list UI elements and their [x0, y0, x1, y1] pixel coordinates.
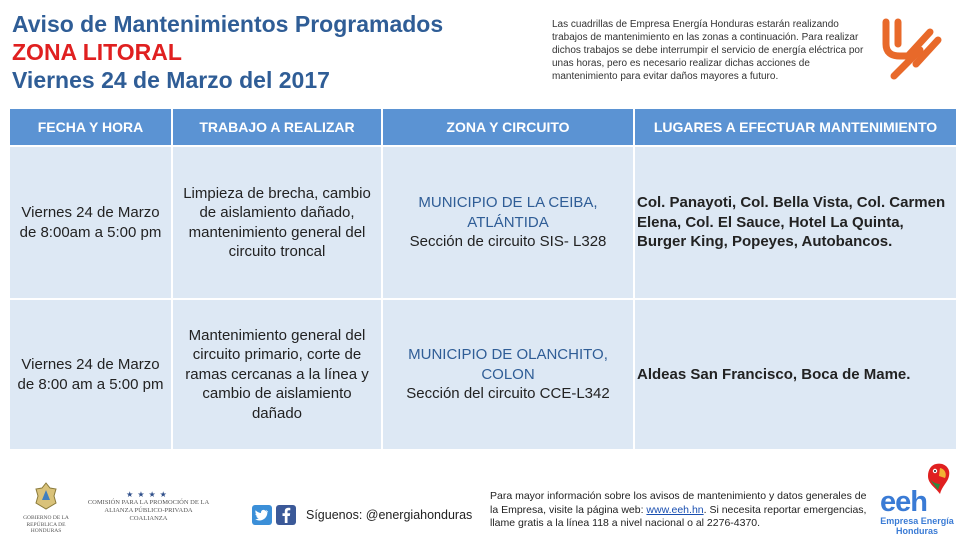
more-info-text — [490, 490, 870, 531]
title-block — [12, 10, 492, 94]
cell-municipio: MUNICIPIO DE LA CEIBA, ATLÁNTIDA — [418, 194, 598, 231]
stars-icon: ★★★★ — [126, 490, 171, 499]
brand-subtitle: Empresa Energía Honduras — [880, 516, 954, 536]
lugares-text: Aldeas San Francisco, Boca de Mame. — [637, 365, 911, 383]
website-link[interactable]: www.eeh.hn — [646, 503, 704, 516]
table-row — [10, 298, 956, 449]
table-row — [10, 145, 956, 298]
government-text: GOBIERNO DE LA REPÚBLICA DE HONDURAS — [23, 515, 69, 534]
social-links — [252, 505, 472, 525]
info-prefix: Para mayor información sobre los avisos de mantenimiento y datos generales de la Empresa, visite la página web: — [490, 490, 867, 516]
date-title: Viernes 24 de Marzo del 2017 — [12, 67, 330, 93]
twitter-icon[interactable] — [252, 505, 272, 525]
government-logo — [12, 482, 80, 535]
cell-trabajo: Mantenimiento general del circuito primario, corte de ramas cercanas a la línea y cambio de aislamiento dañado — [173, 300, 383, 449]
cell-seccion: Sección del circuito CCE-L342 — [406, 385, 610, 403]
header-lugares: LUGARES A EFECTUAR MANTENIMIENTO — [653, 119, 938, 135]
info-suffix: . Si necesita reportar emergencias, llame gratis a la línea 118 a nivel nacional o al 2276-4370. — [490, 503, 867, 529]
cell-fecha: Viernes 24 de Marzo de 8:00am a 5:00 pm — [10, 147, 173, 298]
cell-lugares — [635, 147, 956, 298]
page-title: Aviso de Mantenimientos Programados — [12, 11, 444, 37]
intro-text: Las cuadrillas de Empresa Energía Honduras estarán realizando trabajos de mantenimiento en las zonas a continuación. Para realizar dichos trabajos se debe interrumpir el servicio de energía eléctrica por unas horas, pero es necesario realizar dichas acciones de mantenimiento para evitar daños mayores a futuro. — [552, 19, 864, 82]
header-trabajo: TRABAJO A REALIZAR — [173, 109, 383, 145]
footer — [0, 460, 960, 540]
cell-trabajo: Limpieza de brecha, cambio de aislamiento dañado, mantenimiento general del circuito troncal — [173, 147, 383, 298]
header-fecha: FECHA Y HORA — [10, 109, 173, 145]
brand-word: eeh — [880, 486, 927, 518]
cell-zona — [383, 147, 635, 298]
zone-title: ZONA LITORAL — [12, 39, 182, 65]
social-handle: Síguenos: @energiahonduras — [306, 508, 473, 522]
header-zona: ZONA Y CIRCUITO — [383, 109, 635, 145]
cell-lugares — [635, 300, 956, 449]
facebook-icon[interactable] — [276, 505, 296, 525]
plug-icon — [876, 14, 946, 84]
coalianza-logo — [86, 490, 211, 523]
cell-seccion: Sección de circuito SIS- L328 — [409, 233, 607, 251]
cell-fecha: Viernes 24 de Marzo de 8:00 am a 5:00 pm — [10, 300, 173, 449]
eeh-logo — [876, 462, 956, 538]
cell-municipio: MUNICIPIO DE OLANCHITO, COLON — [408, 346, 608, 383]
maintenance-table — [10, 109, 956, 449]
table-header-row — [10, 109, 956, 145]
coat-of-arms-icon — [33, 482, 59, 510]
lugares-text: Col. Panayoti, Col. Bella Vista, Col. Carmen Elena, Col. El Sauce, Hotel La Quinta, Burger King, Popeyes, Autobancos. — [637, 194, 946, 251]
cell-zona — [383, 300, 635, 449]
coalianza-text: COMISIÓN PARA LA PROMOCIÓN DE LA ALIANZA PÚBLICO-PRIVADA COALIANZA — [87, 499, 210, 522]
